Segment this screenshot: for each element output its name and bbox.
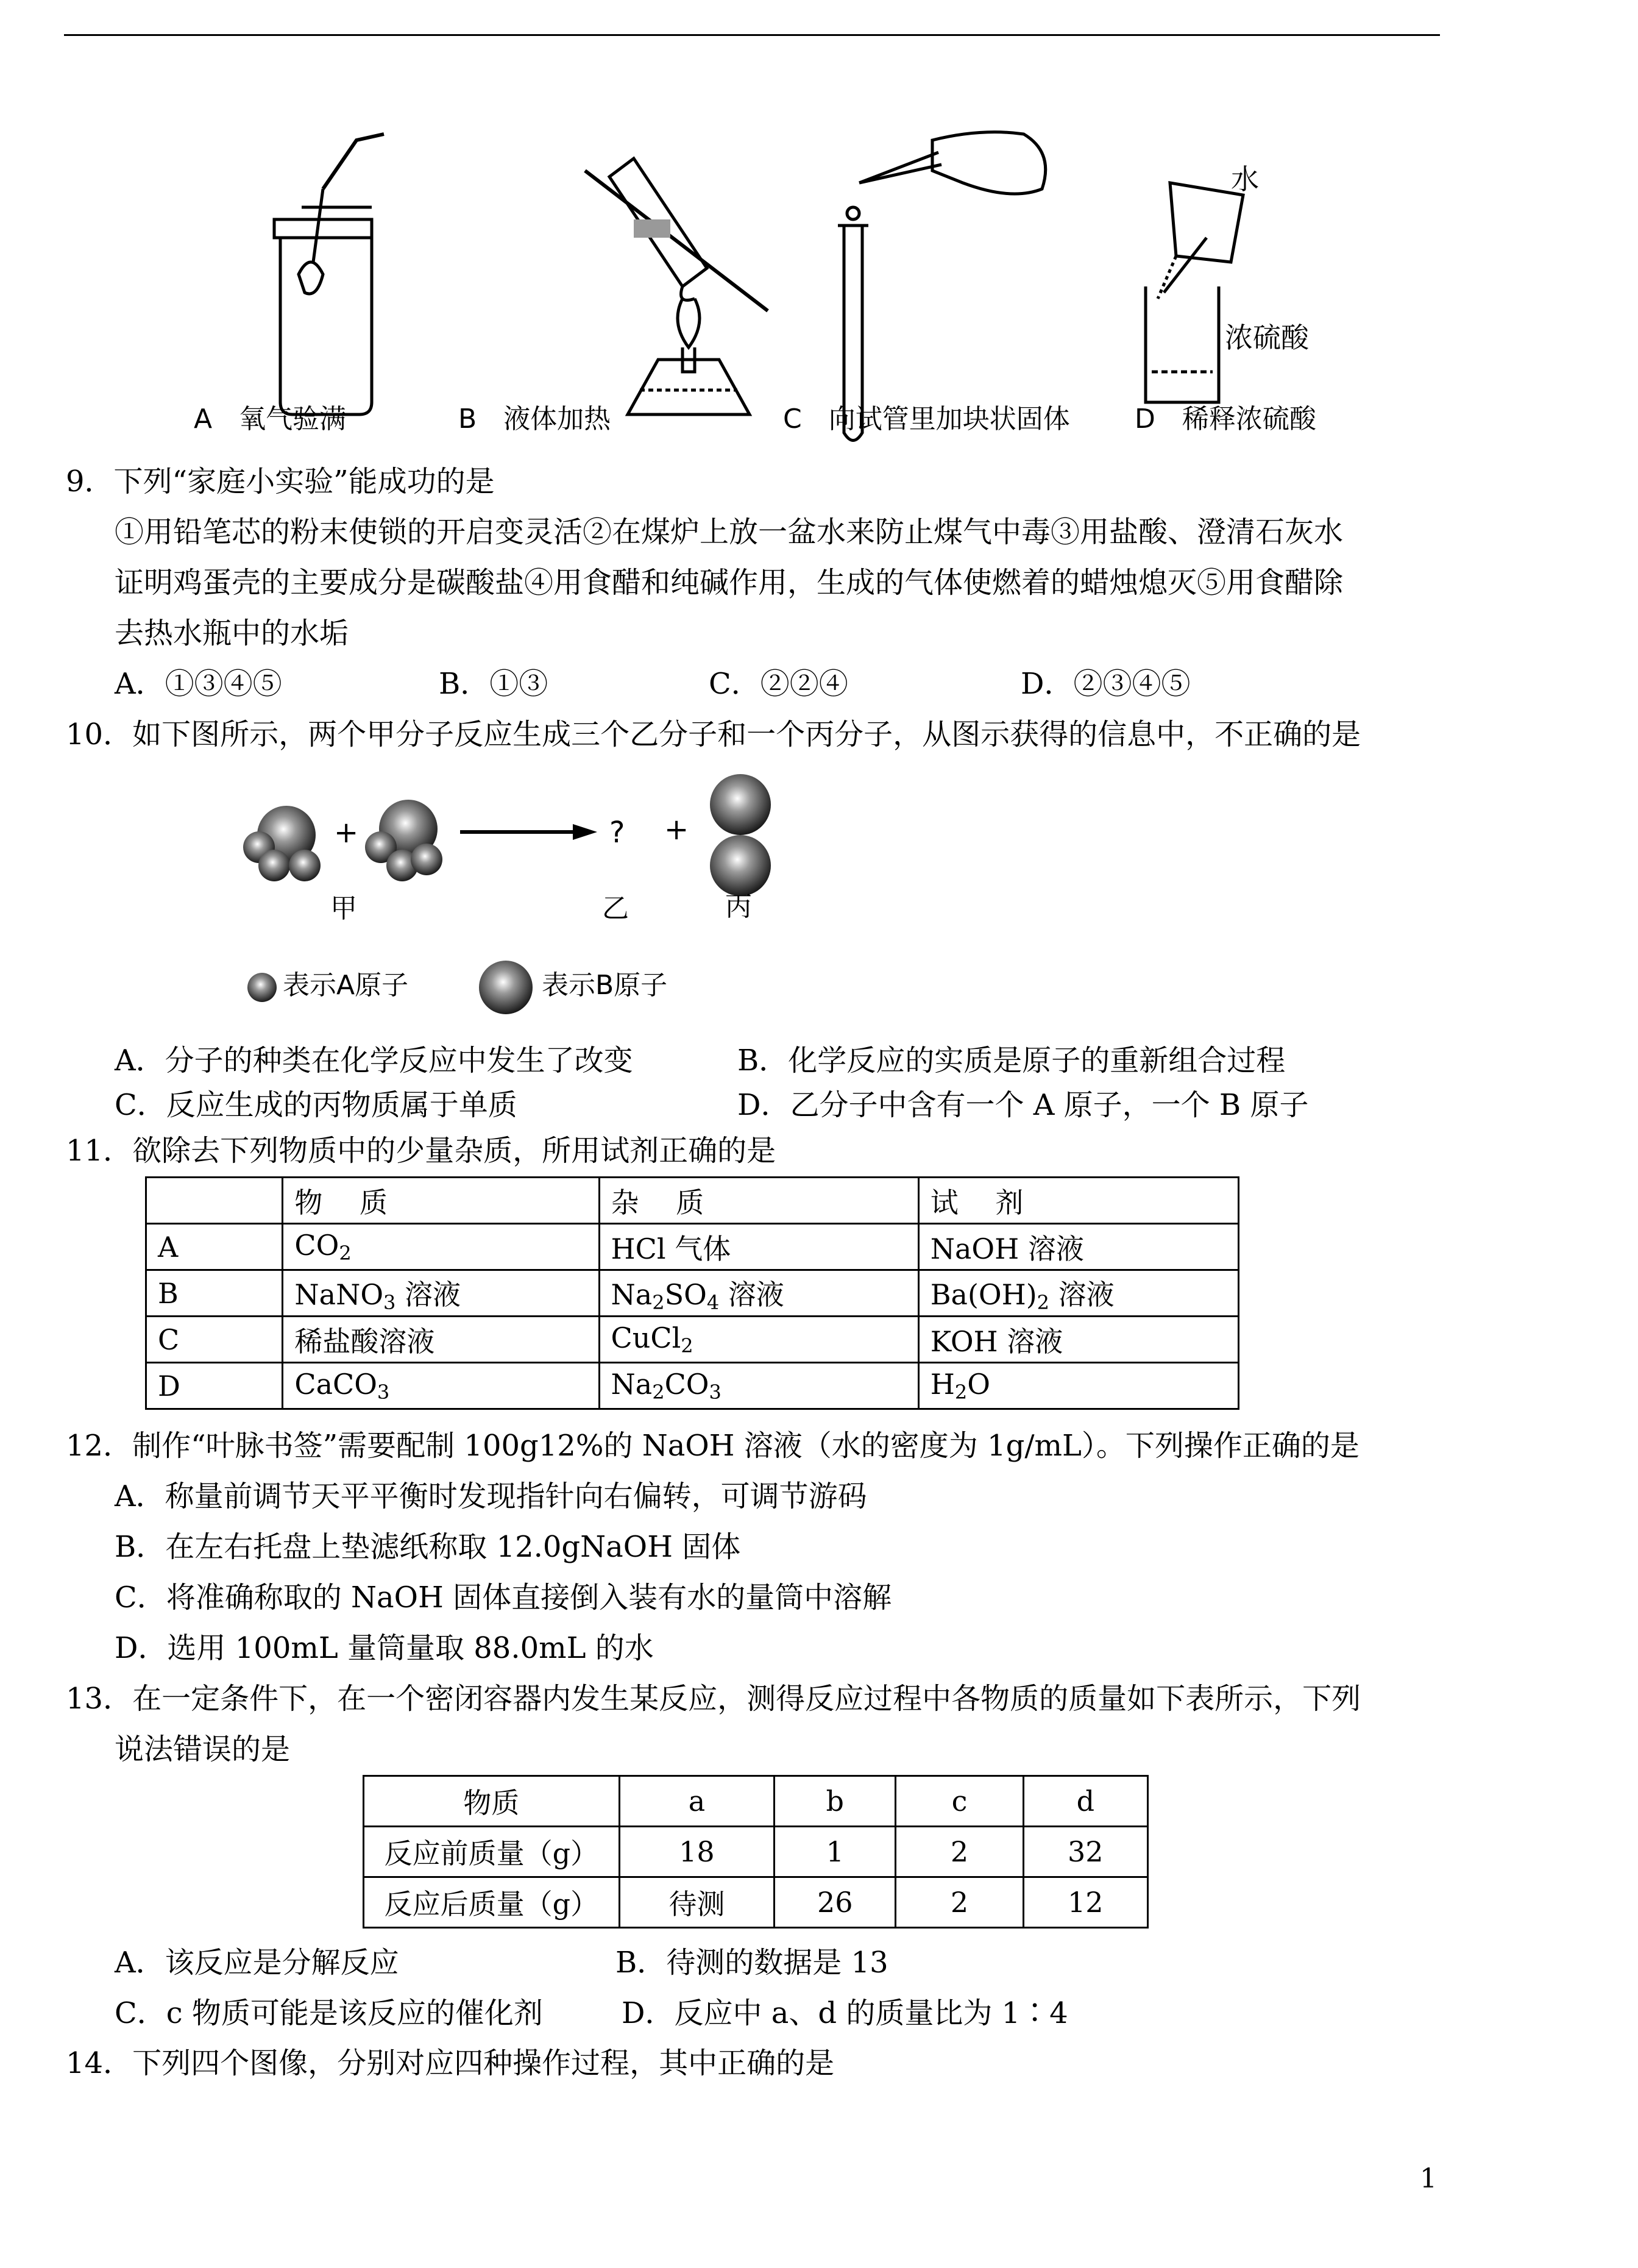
label-bing: 丙 [725, 891, 752, 922]
table-row [146, 1224, 1239, 1270]
label-water: 水 [1231, 163, 1259, 196]
row-label: C [146, 1317, 283, 1363]
q9-body-1: ①用铅笔芯的粉末使锁的开启变灵活②在煤炉上放一盆水来防止煤气中毒③用盐酸、澄清石灰水 [115, 515, 1344, 549]
q10-option-b: B．化学反应的实质是原子的重新组合过程 [737, 1043, 1286, 1078]
reagent-cell: KOH 溶液 [918, 1317, 1238, 1363]
liquid-heating-illustration [585, 158, 768, 414]
table-header-row [146, 1178, 1239, 1224]
value-cell: 2 [896, 1827, 1023, 1877]
label-concentrated-acid: 浓硫酸 [1225, 321, 1309, 354]
row-label: B [146, 1270, 283, 1317]
header-cell: c [896, 1776, 1023, 1827]
legend-a-label: 表示A原子 [283, 970, 409, 1001]
page-number: 1 [1420, 2163, 1437, 2194]
value-cell: 18 [619, 1827, 774, 1877]
oxygen-jar-illustration [274, 134, 384, 414]
substance-cell: 稀盐酸溶液 [283, 1317, 599, 1363]
row-label: 反应前质量（g） [364, 1827, 620, 1877]
row-label: 反应后质量（g） [364, 1877, 620, 1928]
q13-option-b: B．待测的数据是 13 [615, 1946, 888, 1980]
q12-option-b: B．在左右托盘上垫滤纸称取 12.0gNaOH 固体 [115, 1530, 741, 1564]
q12-option-d: D．选用 100mL 量筒量取 88.0mL 的水 [115, 1631, 654, 1665]
header-cell: d [1023, 1776, 1147, 1827]
q10-stem: 10．如下图所示，两个甲分子反应生成三个乙分子和一个丙分子，从图示获得的信息中，不正确的是 [66, 717, 1361, 752]
caption-b: B 液体加热 [458, 403, 611, 435]
q12-option-c: C．将准确称取的 NaOH 固体直接倒入装有水的量筒中溶解 [115, 1580, 892, 1615]
header-cell: 杂 质 [599, 1178, 918, 1224]
test-tube-solid-illustration [838, 132, 1046, 441]
table-row [146, 1317, 1239, 1363]
header-cell: 试 剂 [918, 1178, 1238, 1224]
legend-b-label: 表示B原子 [542, 970, 668, 1001]
q11-stem: 11．欲除去下列物质中的少量杂质，所用试剂正确的是 [66, 1134, 776, 1168]
caption-d: D 稀释浓硫酸 [1135, 403, 1316, 435]
impurity-cell: $Na_2SO_4$ 溶液 [599, 1270, 918, 1317]
header-rule [64, 34, 1440, 36]
q9-body-2: 证明鸡蛋壳的主要成分是碳酸盐④用食醋和纯碱作用，生成的气体使燃着的蜡烛熄灭⑤用食醋除 [115, 566, 1344, 600]
header-cell [146, 1178, 283, 1224]
label-jia: 甲 [330, 893, 357, 924]
value-cell: 1 [775, 1827, 896, 1877]
q9-option-d: D．②③④⑤ [1021, 667, 1191, 701]
q9-stem: 9．下列“家庭小实验”能成功的是 [66, 464, 495, 499]
q10-option-a: A．分子的种类在化学反应中发生了改变 [115, 1043, 633, 1078]
table-header-row [364, 1776, 1148, 1827]
arrow-right-icon [573, 824, 597, 840]
header-cell: 物 质 [283, 1178, 599, 1224]
jia-molecule-2 [365, 800, 442, 881]
table-row [146, 1363, 1239, 1409]
label-yi: 乙 [602, 893, 629, 924]
row-label: D [146, 1363, 283, 1409]
q13-option-a: A．该反应是分解反应 [115, 1946, 399, 1980]
question-mark: ? [609, 816, 625, 850]
q14-stem: 14．下列四个图像，分别对应四种操作过程，其中正确的是 [66, 2046, 835, 2080]
table-row [364, 1877, 1148, 1928]
caption-c: C 向试管里加块状固体 [783, 403, 1070, 435]
q10-option-d: D．乙分子中含有一个 A 原子，一个 B 原子 [737, 1088, 1309, 1122]
q9-option-a: A．①③④⑤ [115, 667, 282, 701]
caption-a: A 氧气验满 [194, 403, 347, 435]
table-row [146, 1270, 1239, 1317]
mass-table [363, 1775, 1149, 1929]
jia-molecule-1 [243, 806, 321, 881]
table-row [364, 1827, 1148, 1877]
value-cell: 12 [1023, 1877, 1147, 1928]
bing-molecule [710, 774, 771, 896]
value-cell: 26 [775, 1877, 896, 1928]
impurity-table [145, 1176, 1239, 1410]
q12-stem: 12．制作“叶脉书签”需要配制 100g12%的 NaOH 溶液（水的密度为 1g/mL）。下列操作正确的是 [66, 1429, 1360, 1463]
row-label: A [146, 1224, 283, 1270]
impurity-cell: CuCl$_2$ [599, 1317, 918, 1363]
q9-body-3: 去热水瓶中的水垢 [115, 616, 349, 650]
q12-option-a: A．称量前调节天平平衡时发现指针向右偏转，可调节游码 [115, 1479, 867, 1513]
q13-stem-2: 说法错误的是 [115, 1732, 291, 1766]
q10-option-c: C．反应生成的丙物质属于单质 [115, 1088, 517, 1122]
q13-option-d: D．反应中 a、d 的质量比为 1∶4 [622, 1996, 1068, 2030]
reagent-cell: NaOH 溶液 [918, 1224, 1238, 1270]
header-cell: b [775, 1776, 896, 1827]
q13-option-c: C．c 物质可能是该反应的催化剂 [115, 1996, 543, 2030]
value-cell: 待测 [619, 1877, 774, 1928]
acid-dilution-illustration [1146, 183, 1243, 402]
legend-atom-b [479, 961, 533, 1014]
q9-option-b: B．①③ [439, 667, 548, 701]
value-cell: 2 [896, 1877, 1023, 1928]
legend-atom-a [247, 973, 277, 1002]
q9-option-c: C．②②④ [709, 667, 848, 701]
lab-operations-figure [171, 116, 1389, 445]
value-cell: 32 [1023, 1827, 1147, 1877]
plus-1: + [334, 816, 359, 850]
substance-cell: NaNO$_3$ 溶液 [283, 1270, 599, 1317]
header-cell: 物质 [364, 1776, 620, 1827]
reagent-cell: $Ba(OH)_2$ 溶液 [918, 1270, 1238, 1317]
substance-cell: CaCO$_3$ [283, 1363, 599, 1409]
reagent-cell: $H_2O$ [918, 1363, 1238, 1409]
impurity-cell: HCl 气体 [599, 1224, 918, 1270]
q13-stem-1: 13．在一定条件下，在一个密闭容器内发生某反应，测得反应过程中各物质的质量如下表所示，下列 [66, 1682, 1361, 1716]
impurity-cell: $Na_2CO_3$ [599, 1363, 918, 1409]
substance-cell: $CO_2$ [283, 1224, 599, 1270]
header-cell: a [619, 1776, 774, 1827]
plus-2: + [664, 812, 689, 847]
